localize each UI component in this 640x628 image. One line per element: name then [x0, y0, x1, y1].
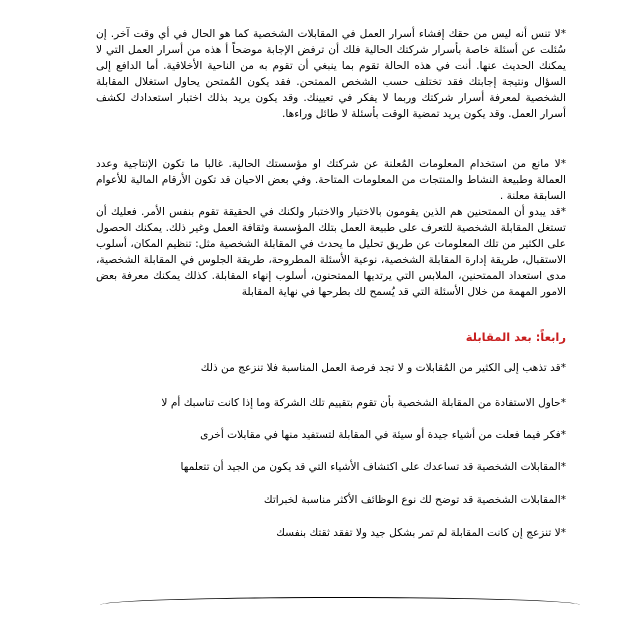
section-heading-after-interview: رابعاً: بعد المقابلة	[465, 330, 566, 344]
list-item: *قد تذهب إلى الكثير من المُقابلات و لا تجد فرصة العمل المناسبة فلا تنزعج من ذلك	[200, 362, 566, 374]
footer-divider	[100, 597, 580, 628]
paragraph-confidentiality: *لا تنس أنه ليس من حقك إفشاء أسرار العمل في المقابلات الشخصية كما هو الحال في أي وقت آخر. إن سُئلت عن أسئلة خاصة بأسرار شركتك الحالية فلك أن ترفض الإجابة موضحاً أ هذه من أسرار العمل التي لا يمكنك الحديث عنها. أنت في هذه الحالة تقوم بما ينبغي أن تقوم به من الناحية الأخلاقية. أما الدافع إلى السؤال ونتيجة إجابتك فقد تختلف حسب الشخص الممتحن. فقد يكون المُمتحن يحاول استغلال المقابلة الشخصية لمعرفة أسرار شركتك وربما لا يفكر في تعيينك. وقد يكون يريد بذلك اختبار استعدادك لكشف أسرار العمل. وقد يكون يريد تمضية الوقت بأسئلة لا طائل وراءها.	[96, 28, 566, 120]
list-item: *فكر فيما فعلت من أشياء جيدة أو سيئة في المقابلة لتستفيد منها في مقابلات أخرى	[200, 429, 566, 441]
paragraph-public-info: *لا مانع من استخدام المعلومات المُعلنة عن شركتك او مؤسستك الحالية. غالبا ما تكون الإنتاجية وعدد العمالة وطبيعة النشاط والمنتجات من المعلومات المتاحة. وفي بعض الاحيان قد تكون الأرقام المالية للأعوام السابقة معلنة .	[96, 158, 566, 202]
list-item: *حاول الاستفادة من المقابلة الشخصية بأن تقوم بتقييم تلك الشركة وما إذا كانت تناسبك أم لا	[161, 397, 566, 409]
list-item: *المقابلات الشخصية قد توضح لك نوع الوظائف الأكثر مناسبة لخبراتك	[263, 494, 566, 506]
list-item: *لا تنزعج إن كانت المقابلة لم تمر بشكل جيد ولا تفقد ثقتك بنفسك	[276, 527, 566, 539]
paragraph-evaluate-company: *قد يبدو أن الممتحنين هم الذين يقومون بالاختيار والاختبار ولكنك في الحقيقة تقوم بنفس الأمر. فعليك أن تستغل المقابلة الشخصية للتعرف على طبيعة العمل بتلك المؤسسة وثقافة العمل وغير ذلك. يمكنك الحصول على الكثير من تلك المعلومات عن طريق تحليل ما يحدث في المقابلة الشخصية مثل: تنظيم المكان، أسلوب الاستقبال، طريقة إدارة المقابلة الشخصية، نوعية الأسئلة المطروحة، طريقة الجلوس في المقابلة الشخصية، مدى استعداد الممتحنين، الملابس التي يرتديها الممتحنون، أسلوب إنهاء المقابلة. كذلك يمكنك معرفة بعض الامور المهمة من خلال الأسئلة التي قد يُسمح لك بطرحها في نهاية المقابلة	[96, 206, 566, 298]
list-item: *المقابلات الشخصية قد تساعدك على اكتشاف الأشياء التي قد يكون من الجيد أن تتعلمها	[180, 461, 566, 473]
